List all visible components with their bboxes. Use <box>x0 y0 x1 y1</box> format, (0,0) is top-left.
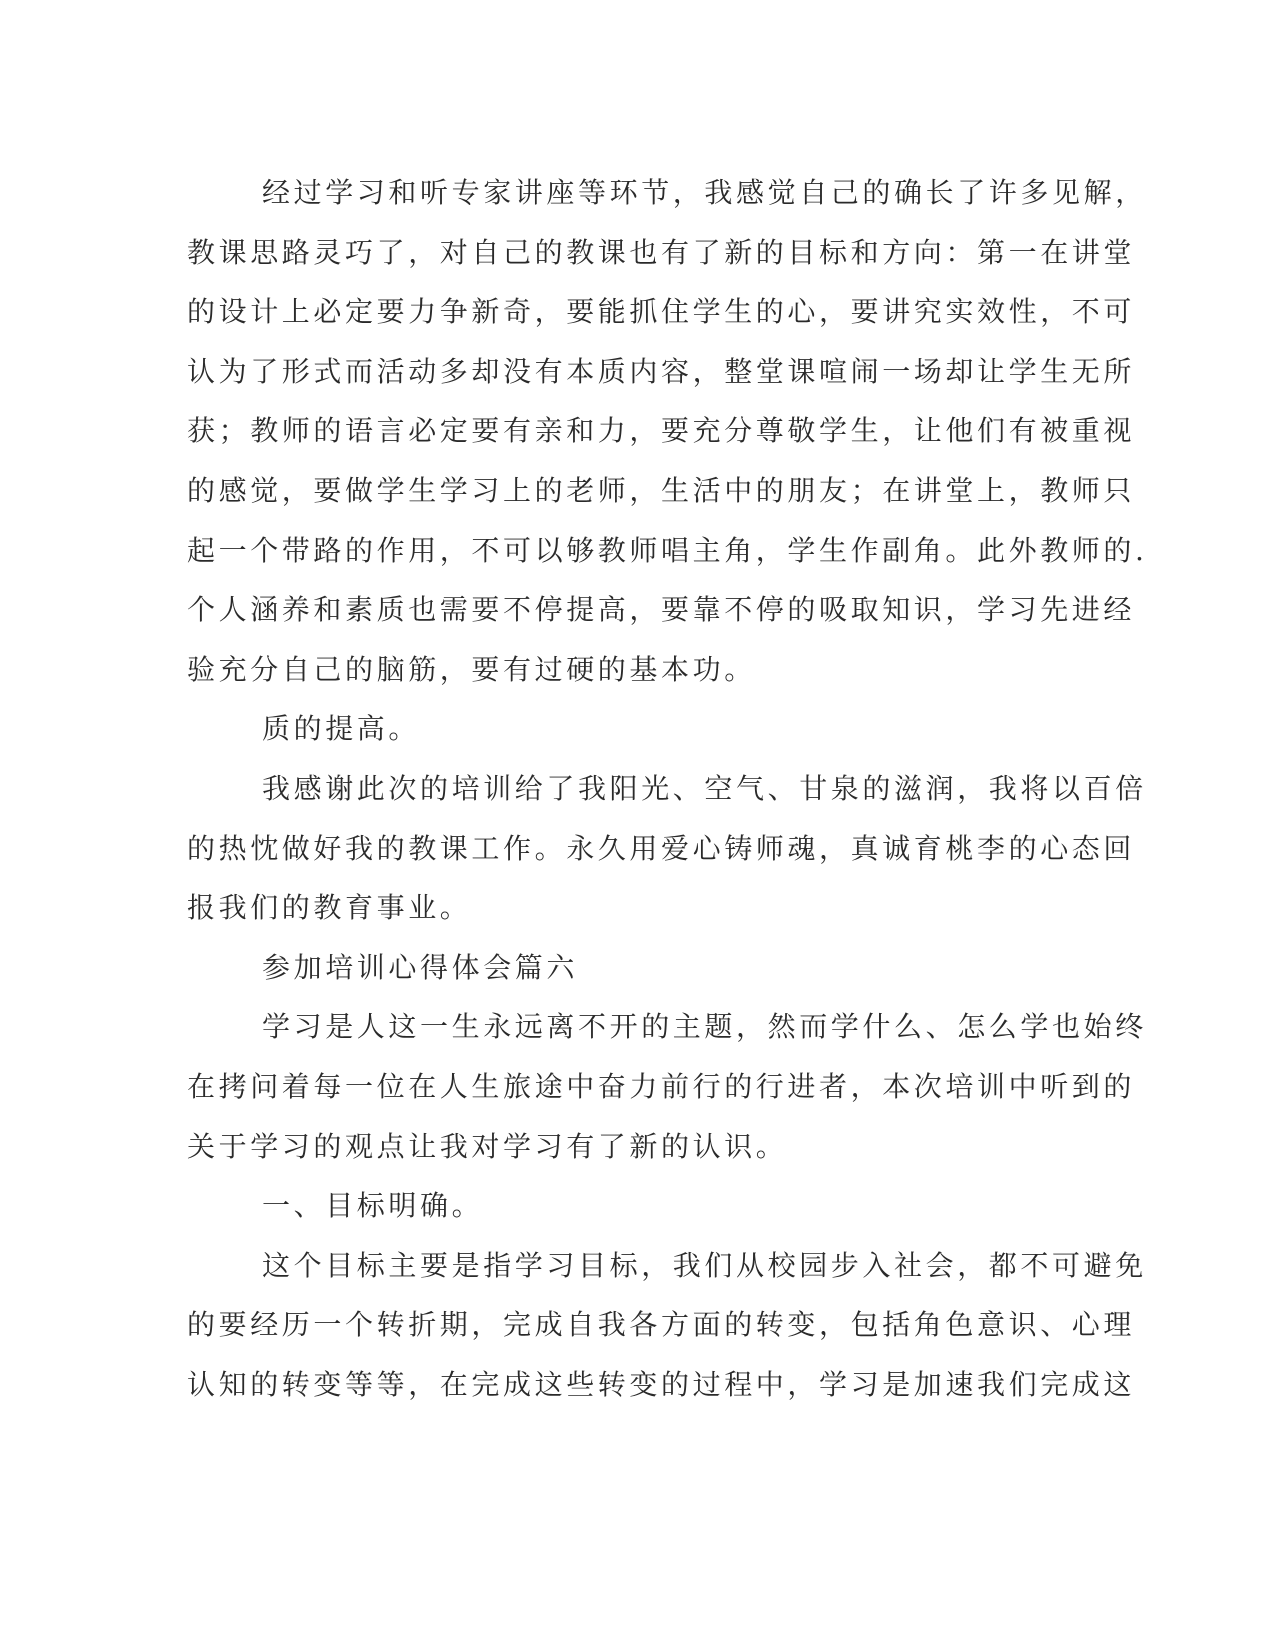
subheading: 一、目标明确。 <box>262 1189 484 1223</box>
text-line: 认知的转变等等，在完成这些转变的过程中，学习是加速我们完成这 <box>187 1367 1136 1401</box>
text-line: 获；教师的语言必定要有亲和力，要充分尊敬学生，让他们有被重视 <box>187 414 1136 448</box>
text-line: 起一个带路的作用，不可以够教师唱主角，学生作副角。此外教师的. <box>187 533 1148 567</box>
text-line: 教课思路灵巧了，对自己的教课也有了新的目标和方向：第一在讲堂 <box>187 235 1136 269</box>
text-line: 质的提高。 <box>262 712 421 746</box>
text-line: 报我们的教育事业。 <box>187 891 472 925</box>
text-line: 在拷问着每一位在人生旅途中奋力前行的行进者，本次培训中听到的 <box>187 1069 1136 1103</box>
text-line: 我感谢此次的培训给了我阳光、空气、甘泉的滋润，我将以百倍 <box>262 771 1147 805</box>
section-heading: 参加培训心得体会篇六 <box>262 950 579 984</box>
text-line: 的要经历一个转折期，完成自我各方面的转变，包括角色意识、心理 <box>187 1308 1136 1342</box>
text-line: 学习是人这一生永远离不开的主题，然而学什么、怎么学也始终 <box>262 1010 1147 1044</box>
text-line: 个人涵养和素质也需要不停提高，要靠不停的吸取知识，学习先进经 <box>187 593 1136 627</box>
document-body <box>187 163 1148 1414</box>
text-line: 认为了形式而活动多却没有本质内容，整堂课喧闹一场却让学生无所 <box>187 354 1136 388</box>
text-line: 关于学习的观点让我对学习有了新的认识。 <box>187 1129 788 1163</box>
text-line: 这个目标主要是指学习目标，我们从校园步入社会，都不可避免 <box>262 1248 1147 1282</box>
text-line: 的热忱做好我的教课工作。永久用爱心铸师魂，真诚育桃李的心态回 <box>187 831 1136 865</box>
text-line: 的感觉，要做学生学习上的老师，生活中的朋友；在讲堂上，教师只 <box>187 473 1136 507</box>
text-line: 的设计上必定要力争新奇，要能抓住学生的心，要讲究实效性，不可 <box>187 295 1136 329</box>
text-line: 经过学习和听专家讲座等环节，我感觉自己的确长了许多见解， <box>262 176 1147 209</box>
text-line: 验充分自己的脑筋，要有过硬的基本功。 <box>187 652 756 686</box>
